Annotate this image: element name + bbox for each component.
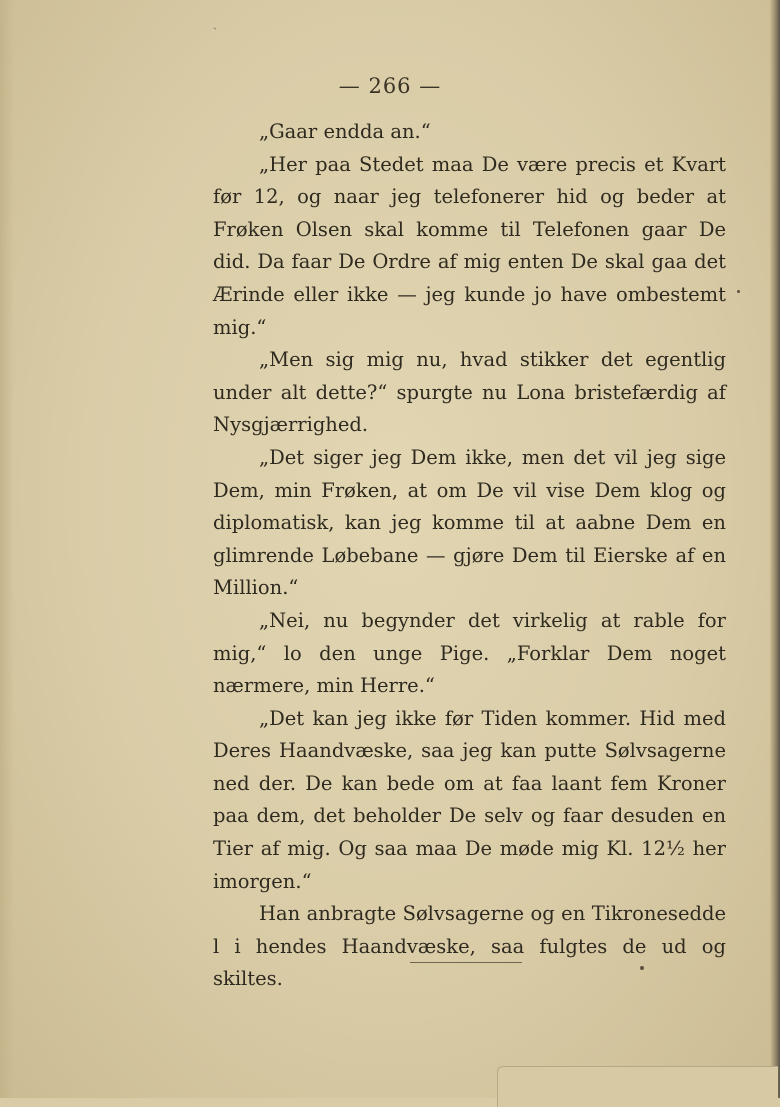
paper-speck xyxy=(640,966,644,970)
paragraph: „Her paa Stedet maa De være precis et Kvart før 12, og naar jeg telefonerer hid og beder at Frøken Olsen skal komme til Telefonen gaar De did. Da faar De Ordre af mig enten De skal gaa det Ærinde eller ikke — jeg kunde jo have ombestemt mig.“ xyxy=(213,152,726,339)
page-right-edge xyxy=(770,0,780,1098)
paragraph: „Gaar endda an.“ xyxy=(259,120,431,143)
paper-slip xyxy=(497,1066,778,1107)
paragraph: Han anbragte Sølvsagerne og en Tikronesedde l i hendes Haandvæske, saa fulgtes de ud og skiltes. xyxy=(213,902,726,991)
paragraph: „Men sig mig nu, hvad stikker det egentlig under alt dette?“ spurgte nu Lona bristefærdig af Nysgjærrighed. xyxy=(213,348,726,437)
paragraph: „Det siger jeg Dem ikke, men det vil jeg sige Dem, min Frøken, at om De vil vise Dem klog og diplomatisk, kan jeg komme til at aabne Dem en glimrende Løbebane — gjøre Dem til Eierske af en Million.“ xyxy=(213,445,726,600)
paper-mark: ˏ xyxy=(213,16,217,30)
paragraph: „Det kan jeg ikke før Tiden kommer. Hid med Deres Haandvæske, saa jeg kan putte Sølvsagerne ned der. De kan bede om at faa laant fem Kroner paa dem, det beholder De selv og faar desuden en Tier af mig. Og saa maa De møde mig Kl. 12½ her imorgen.“ xyxy=(213,706,726,893)
paragraph: „Nei, nu begynder det virkelig at rable for mig,“ lo den unge Pige. „Forklar Dem noget nærmere, min Herre.“ xyxy=(213,608,726,698)
page-left-shadow xyxy=(0,0,14,1098)
paper-speck xyxy=(737,290,740,293)
section-divider xyxy=(410,962,522,963)
page-number: — 266 — xyxy=(338,74,442,98)
body-text xyxy=(213,116,726,996)
